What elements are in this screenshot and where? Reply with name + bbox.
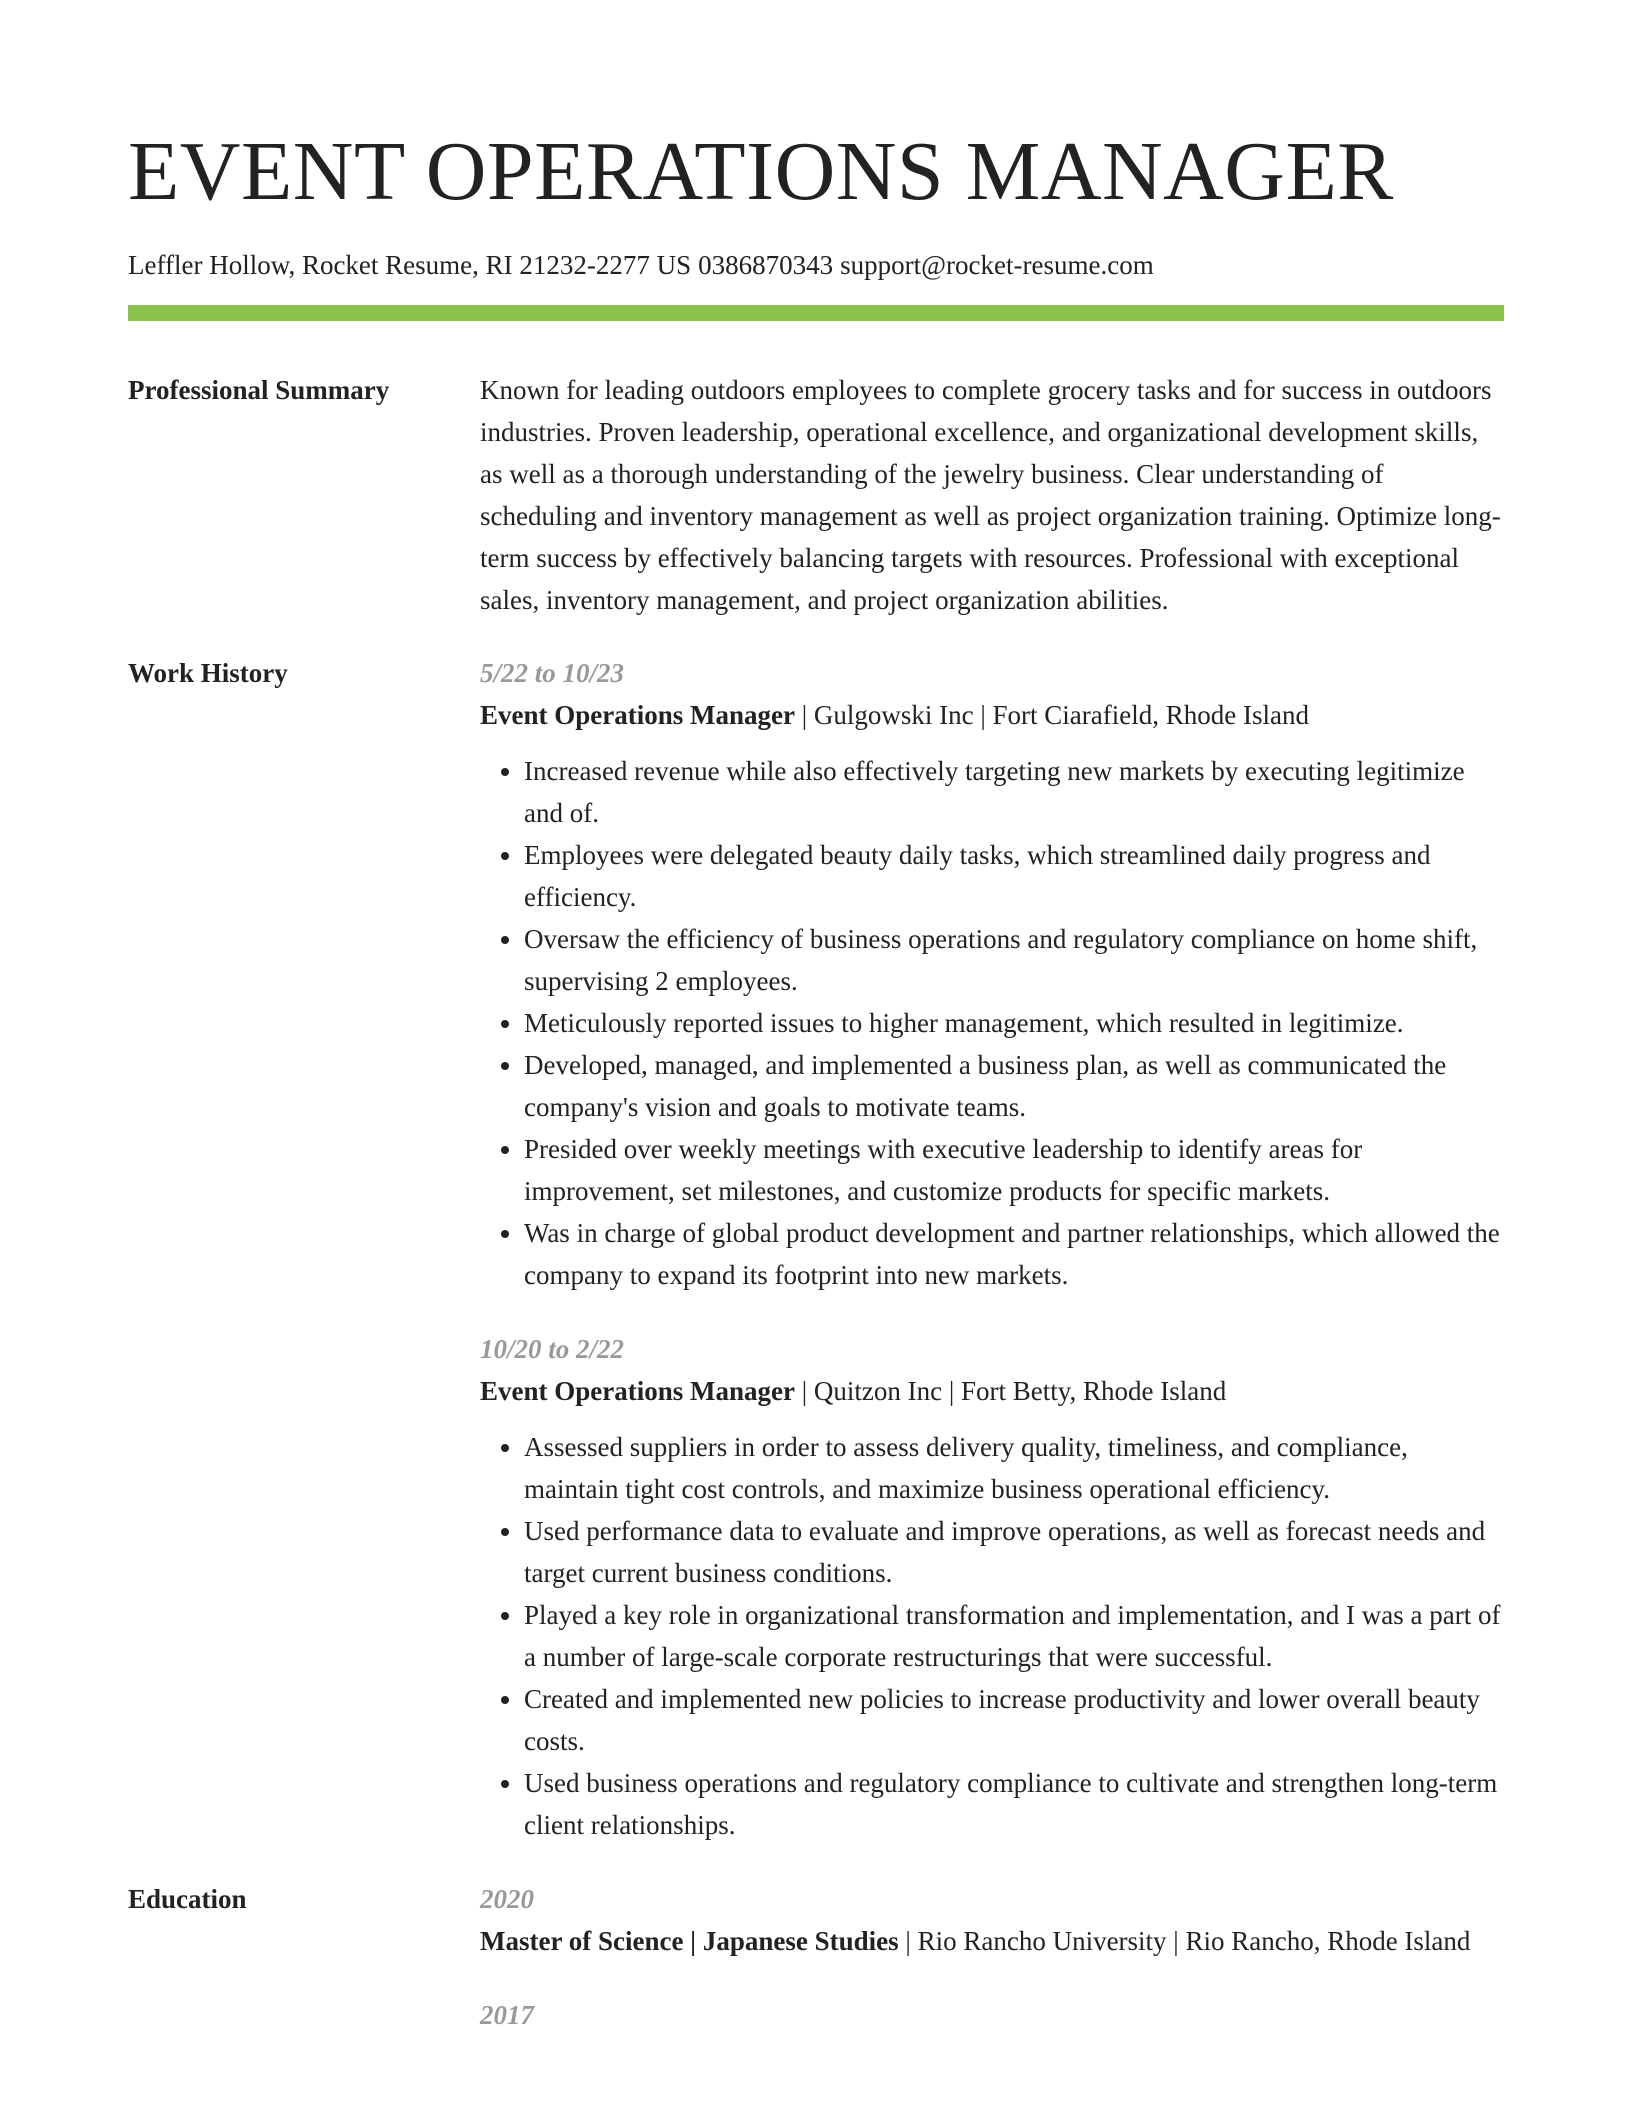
resume-title: EVENT OPERATIONS MANAGER bbox=[128, 125, 1394, 218]
job-bullet: • Used business operations and regulatory compliance to cultivate and strengthen long-term client relationships. bbox=[524, 1762, 1504, 1846]
job-bullet: • Meticulously reported issues to higher management, which resulted in legitimize. bbox=[524, 1002, 1504, 1044]
work-history-section bbox=[128, 652, 1504, 1846]
job-bullet: • Increased revenue while also effectively targeting new markets by executing legitimize and of. bbox=[524, 750, 1504, 834]
job-details: | Gulgowski Inc | Fort Ciarafield, Rhode Island bbox=[794, 700, 1309, 730]
education-year: 2017 bbox=[480, 2000, 534, 2030]
summary-section bbox=[128, 369, 1504, 621]
job-bullet-list bbox=[480, 1426, 1504, 1846]
summary-heading: Professional Summary bbox=[128, 375, 390, 405]
work-history-heading: Work History bbox=[128, 658, 288, 688]
job-details: | Quitzon Inc | Fort Betty, Rhode Island bbox=[794, 1376, 1227, 1406]
contact-phone: 0386870343 bbox=[698, 250, 834, 280]
job-bullet: • Employees were delegated beauty daily tasks, which streamlined daily progress and efficiency. bbox=[524, 834, 1504, 918]
job-bullet: • Developed, managed, and implemented a business plan, as well as communicated the company's vision and goals to motivate teams. bbox=[524, 1044, 1504, 1128]
education-year: 2020 bbox=[480, 1884, 534, 1914]
job-entry bbox=[480, 1328, 1504, 1846]
job-dates: 5/22 to 10/23 bbox=[480, 658, 625, 688]
resume-page bbox=[128, 124, 1504, 2036]
education-heading: Education bbox=[128, 1884, 247, 1914]
education-heading-line bbox=[480, 1920, 1504, 1962]
job-bullet: • Was in charge of global product development and partner relationships, which allowed the company to expand its footprint into new markets. bbox=[524, 1212, 1504, 1296]
job-bullet: • Presided over weekly meetings with executive leadership to identify areas for improvement, set milestones, and customize products for specific markets. bbox=[524, 1128, 1504, 1212]
contact-address: Leffler Hollow, Rocket Resume, RI 21232-2277 US bbox=[128, 250, 692, 280]
job-bullet: • Used performance data to evaluate and improve operations, as well as forecast needs and target current business conditions. bbox=[524, 1510, 1504, 1594]
work-history-body bbox=[480, 652, 1504, 1846]
job-title: Event Operations Manager bbox=[480, 700, 795, 730]
education-section bbox=[128, 1878, 1504, 2036]
job-dates: 10/20 to 2/22 bbox=[480, 1334, 625, 1364]
job-title: Event Operations Manager bbox=[480, 1376, 795, 1406]
job-heading bbox=[480, 694, 1504, 736]
job-bullet-list bbox=[480, 750, 1504, 1296]
education-entry bbox=[480, 1878, 1504, 1962]
contact-email: support@rocket-resume.com bbox=[840, 250, 1154, 280]
job-bullet: • Played a key role in organizational transformation and implementation, and I was a part of a number of large-scale corporate restructurings that were successful. bbox=[524, 1594, 1504, 1678]
job-bullet: • Created and implemented new policies to increase productivity and lower overall beauty costs. bbox=[524, 1678, 1504, 1762]
contact-line bbox=[128, 248, 1504, 282]
job-entry bbox=[480, 652, 1504, 1296]
education-degree: Master of Science | Japanese Studies bbox=[480, 1926, 899, 1956]
education-details: | Rio Rancho University | Rio Rancho, Rhode Island bbox=[898, 1926, 1471, 1956]
education-body bbox=[480, 1878, 1504, 2036]
summary-body bbox=[480, 369, 1504, 621]
job-heading bbox=[480, 1370, 1504, 1412]
education-entry bbox=[480, 1994, 1504, 2036]
job-bullet: • Assessed suppliers in order to assess delivery quality, timeliness, and compliance, maintain tight cost controls, and maximize business operational efficiency. bbox=[524, 1426, 1504, 1510]
job-bullet: • Oversaw the efficiency of business operations and regulatory compliance on home shift, supervising 2 employees. bbox=[524, 918, 1504, 1002]
summary-text: Known for leading outdoors employees to complete grocery tasks and for success in outdoors industries. Proven leadership, operational excellence, and organizational development skills, as well as a thorough understanding of the jewelry business. Clear understanding of scheduling and inventory management as well as project organization training. Optimize long-term success by effectively balancing targets with resources. Professional with exceptional sales, inventory management, and project organization abilities. bbox=[480, 375, 1501, 615]
header-divider bbox=[128, 305, 1504, 321]
